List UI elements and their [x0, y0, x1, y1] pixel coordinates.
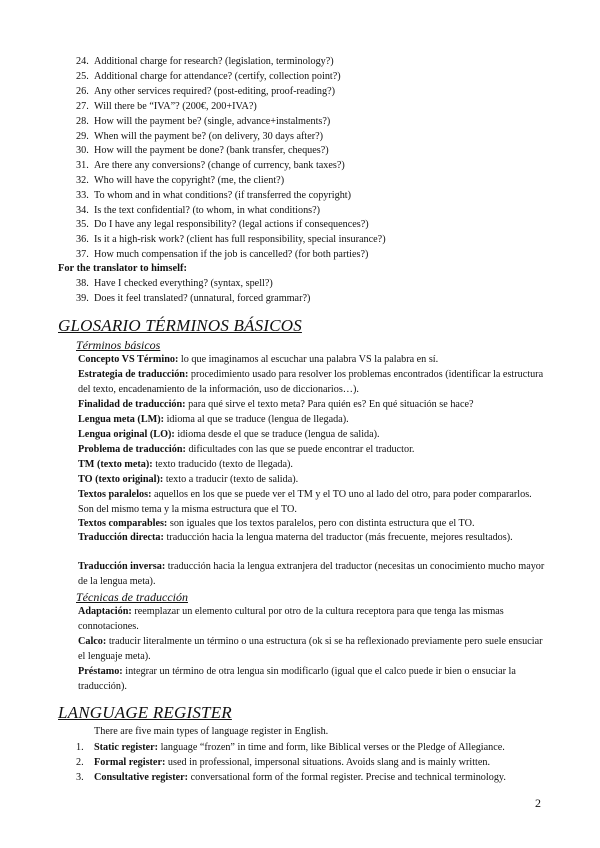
question-item: 27. Will there be “IVA”? (200€, 200+IVA?)	[76, 101, 257, 112]
register-item: 2. Formal register: used in professional, impersonal situations. Avoids slang and is mainly written.	[76, 757, 491, 768]
register-intro: There are five main types of language register in English.	[94, 726, 329, 737]
glossary-entry: Estrategia de traducción: procedimiento usado para resolver los problemas encontrados (identificar la estructura del texto, encadenamiento de la información, uso de diccionarios…).	[78, 369, 544, 395]
glossary-entry: Concepto VS Término: lo que imaginamos al escuchar una palabra VS la palabra en sí.	[78, 354, 439, 365]
translator-subheading: For the translator to himself:	[58, 263, 187, 274]
question-item: 37. How much compensation if the job is cancelled? (for both parties?)	[76, 249, 369, 260]
question-item: 32. Who will have the copyright? (me, the client?)	[76, 175, 285, 186]
terminos-subheading: Términos básicos	[76, 338, 161, 352]
glossary-entry: Textos comparables: son iguales que los textos paralelos, pero con distinta estructura que el TO.	[78, 518, 475, 529]
glossary-entry: Problema de traducción: dificultades con las que se puede encontrar el traductor.	[78, 444, 415, 455]
question-item: 38. Have I checked everything? (syntax, spell?)	[76, 278, 273, 289]
question-item: 39. Does it feel translated? (unnatural, forced grammar?)	[76, 293, 311, 304]
page-number: 2	[535, 796, 541, 810]
glossary-entry: Textos paralelos: aquellos en los que se puede ver el TM y el TO uno al lado del otro, para poder compararlos. Son del mismo tema y la misma estructura que el TO.	[78, 489, 532, 515]
glossary-entry: TO (texto original): texto a traducir (texto de salida).	[78, 474, 299, 485]
question-item: 30. How will the payment be done? (bank transfer, cheques?)	[76, 145, 329, 156]
question-item: 33. To whom and in what conditions? (if transferred the copyright)	[76, 190, 352, 201]
glossary-entry: Traducción directa: traducción hacia la lengua materna del traductor (más frecuente, mejores resultados).	[78, 532, 513, 543]
glossary-entry: Lengua original (LO): idioma desde el que se traduce (lengua de salida).	[78, 429, 380, 440]
glossary-entry: Finalidad de traducción: para qué sirve el texto meta? Para quién es? En qué situación se hace?	[78, 399, 474, 410]
glossary-entry: Préstamo: integrar un término de otra lengua sin modificarlo (igual que el calco puede ir bien o ensuciar la traducción).	[78, 666, 516, 692]
question-item: 34. Is the text confidential? (to whom, in what conditions?)	[76, 205, 321, 216]
glosario-heading: GLOSARIO TÉRMINOS BÁSICOS	[58, 316, 302, 335]
question-item: 29. When will the payment be? (on delivery, 30 days after?)	[76, 131, 324, 142]
question-item: 26. Any other services required? (post-editing, proof-reading?)	[76, 86, 336, 97]
glossary-entry: TM (texto meta): texto traducido (texto de llegada).	[78, 459, 293, 470]
question-item: 31. Are there any conversions? (change of currency, bank taxes?)	[76, 160, 345, 171]
question-item: 35. Do I have any legal responsibility? (legal actions if consequences?)	[76, 219, 369, 230]
question-item: 25. Additional charge for attendance? (certify, collection point?)	[76, 71, 341, 82]
question-item: 24. Additional charge for research? (legislation, terminology?)	[76, 56, 334, 67]
glossary-entry: Adaptación: reemplazar un elemento cultural por otro de la cultura receptora para que tenga las mismas connotaciones.	[78, 606, 504, 632]
glossary-entry: Traducción inversa: traducción hacia la lengua extranjera del traductor (necesitas un conocimiento mucho mayor de la lengua meta).	[78, 561, 545, 587]
glossary-entry: Calco: traducir literalmente un término o una estructura (ok si se ha reflexionado previamente pero suele ensuciar el lenguaje meta).	[78, 636, 543, 662]
glossary-entry: Lengua meta (LM): idioma al que se traduce (lengua de llegada).	[78, 414, 349, 425]
register-item: 1. Static register: language “frozen” in time and form, like Biblical verses or the Pledge of Allegiance.	[76, 742, 505, 753]
tecnicas-subheading: Técnicas de traducción	[76, 590, 188, 604]
question-item: 28. How will the payment be? (single, advance+instalments?)	[76, 116, 331, 127]
question-item: 36. Is it a high-risk work? (client has full responsibility, special insurance?)	[76, 234, 386, 245]
register-item: 3. Consultative register: conversational form of the formal register. Precise and technical terminology.	[76, 772, 506, 783]
register-heading: LANGUAGE REGISTER	[58, 703, 232, 722]
